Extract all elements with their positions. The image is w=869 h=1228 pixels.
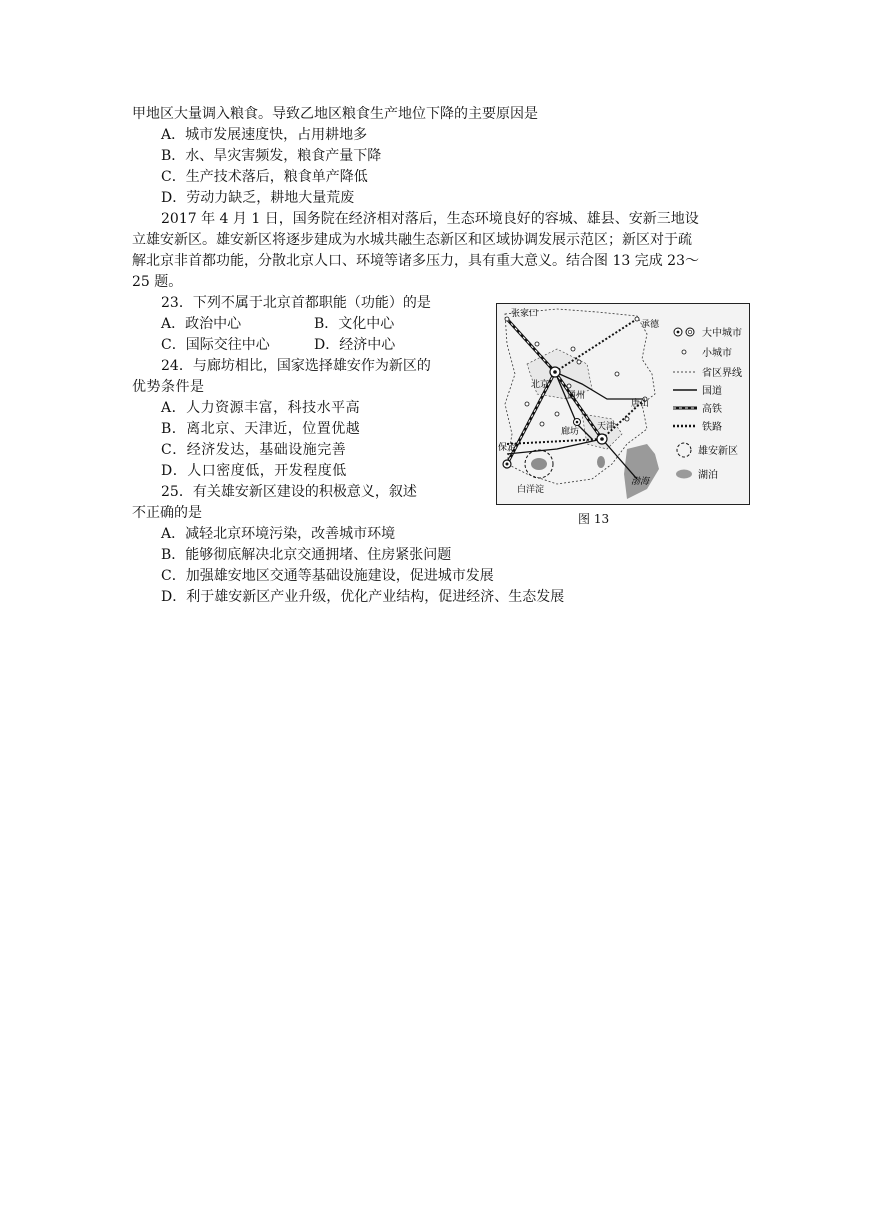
legend-lake-icon (676, 470, 692, 479)
label-tianjin: 天津 (597, 422, 616, 432)
legend-small-city-icon (682, 350, 686, 354)
legend-large-city-icon (674, 328, 694, 336)
question-24-cont: 优势条件是 (132, 379, 205, 395)
baiyangdian-lake (531, 458, 547, 470)
map-legend (673, 326, 742, 481)
label-chengde: 承德 (641, 320, 660, 330)
city-langfang-marker (574, 419, 581, 426)
passage-line-1: 2017 年 4 月 1 日，国务院在经济相对落后，生态环境良好的容城、雄县、安新三地设 (161, 211, 699, 227)
bohai-sea-shape (624, 444, 659, 499)
figure-13-map (496, 303, 750, 505)
option-a-q22: A．城市发展速度快，占用耕地多 (161, 127, 368, 143)
label-baiyangdian: 白洋淀 (517, 485, 545, 495)
label-langfang: 廊坊 (561, 427, 580, 437)
question-25-cont: 不正确的是 (132, 505, 202, 521)
map-svg (497, 304, 749, 504)
passage-line-2: 立雄安新区。雄安新区将逐步建成为水城共融生态新区和区域协调发展示范区；新区对于疏 (132, 232, 692, 248)
city-baoding-marker (503, 460, 511, 468)
city-beijing-marker (550, 367, 560, 377)
option-d-q24: D．人口密度低，开发程度低 (161, 463, 347, 479)
legend-large-city: 大中城市 (702, 328, 742, 339)
passage-line-4: 25 题。 (132, 274, 183, 290)
question-24: 24．与廊坊相比，国家选择雄安作为新区的 (161, 358, 431, 374)
legend-xiongan: 雄安新区 (698, 446, 738, 457)
option-b-q24: B．离北京、天津近，位置优越 (161, 421, 361, 437)
passage-line-3: 解北京非首都功能，分散北京人口、环境等诸多压力，具有重大意义。结合图 13 完成 23～ (132, 253, 699, 269)
figure-caption: 图 13 (578, 512, 610, 526)
question-25: 25．有关雄安新区建设的积极意义，叙述 (161, 484, 417, 500)
lake-small (597, 456, 605, 468)
question-23: 23．下列不属于北京首都职能（功能）的是 (161, 295, 431, 311)
option-c-q22: C．生产技术落后，粮食单产降低 (161, 169, 368, 185)
option-c-q23: C．国际交往中心 (161, 337, 270, 353)
legend-boundary: 省区界线 (702, 368, 742, 379)
legend-xiongan-icon (677, 443, 691, 457)
label-bohai: 渤海 (631, 477, 650, 487)
option-b-q23: B．文化中心 (314, 316, 395, 332)
option-d-q23: D．经济中心 (314, 337, 396, 353)
option-c-q25: C．加强雄安地区交通等基础设施建设，促进城市发展 (161, 568, 494, 584)
legend-national-road: 国道 (702, 386, 722, 397)
option-c-q24: C．经济发达，基础设施完善 (161, 442, 347, 458)
city-tianjin-marker (597, 434, 607, 444)
option-a-q24: A．人力资源丰富，科技水平高 (161, 400, 361, 416)
label-tangshan: 唐山 (631, 399, 650, 409)
option-b-q25: B．能够彻底解决北京交通拥堵、住房紧张问题 (161, 547, 452, 563)
label-baoding: 保定 (498, 443, 517, 453)
label-zhangjiakou: 张家口 (511, 309, 539, 319)
label-tongzhou: 通州 (567, 391, 586, 401)
option-a-q23: A．政治中心 (161, 316, 242, 332)
text-line-intro: 甲地区大量调入粮食。导致乙地区粮食生产地位下降的主要原因是 (132, 106, 538, 122)
national-road-2 (507, 439, 637, 479)
option-d-q22: D．劳动力缺乏，耕地大量荒废 (161, 190, 355, 206)
legend-hsr: 高铁 (702, 404, 722, 415)
legend-lake: 湖泊 (698, 470, 718, 481)
option-a-q25: A．减轻北京环境污染，改善城市环境 (161, 526, 396, 542)
label-beijing: 北京 (531, 380, 550, 390)
legend-small-city: 小城市 (702, 348, 732, 359)
option-d-q25: D．利于雄安新区产业升级，优化产业结构，促进经济、生态发展 (161, 589, 565, 605)
legend-railway: 铁路 (702, 422, 722, 433)
option-b-q22: B．水、旱灾害频发，粮食产量下降 (161, 148, 382, 164)
